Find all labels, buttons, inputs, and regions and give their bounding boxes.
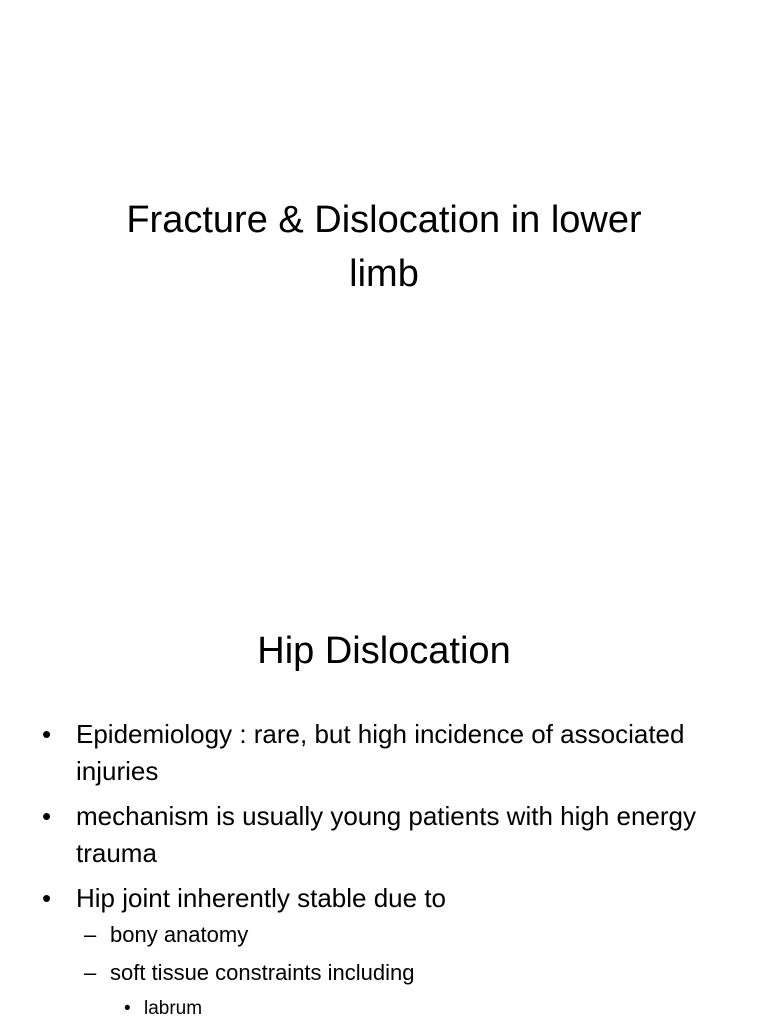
sub-bullet-text: soft tissue constraints including <box>110 960 415 985</box>
slide-title <box>60 193 708 301</box>
bullet-item-mechanism <box>40 798 720 872</box>
sub-bullet-item-soft-tissue <box>40 957 720 989</box>
slide-title-line-1: Fracture & Dislocation in lower <box>126 199 642 241</box>
content-slide-title: Hip Dislocation <box>257 630 511 672</box>
dash-marker: – <box>84 960 97 985</box>
dash-marker: – <box>84 922 97 947</box>
slide-title-line-2: limb <box>349 253 419 295</box>
bullet-text: mechanism is usually young patients with high energy trauma <box>76 801 697 868</box>
bullet-text: Epidemiology : rare, but high incidence of associated injuries <box>76 719 685 786</box>
bullet-marker: • <box>42 883 52 913</box>
bullet-text: Hip joint inherently stable due to <box>76 883 447 913</box>
bullet-item-epidemiology <box>40 716 720 790</box>
bullet-list <box>40 716 720 1023</box>
bullet-marker: • <box>42 719 52 749</box>
sub-sub-bullet-item-labrum <box>40 995 720 1023</box>
sub-sub-bullet-text: labrum <box>144 998 203 1019</box>
sub-bullet-item-bony-anatomy <box>40 919 720 951</box>
bullet-marker: • <box>42 801 52 831</box>
content-slide <box>0 576 768 1024</box>
bullet-item-hip-joint <box>40 880 720 917</box>
sub-bullet-text: bony anatomy <box>110 922 249 947</box>
bullet-marker: • <box>124 998 131 1019</box>
